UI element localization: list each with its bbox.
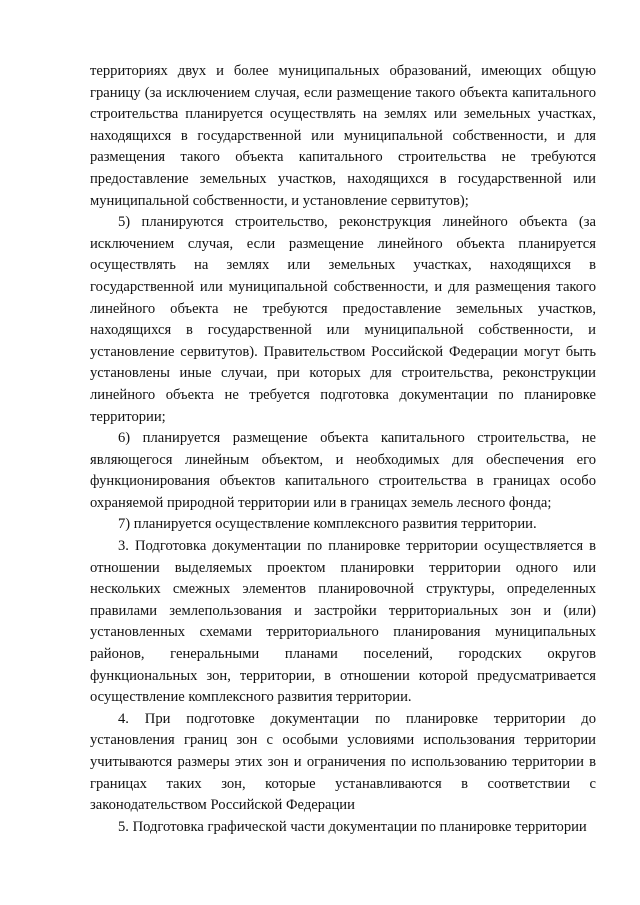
- paragraph-clause-5: 5. Подготовка графической части документации по планировке территории: [118, 818, 587, 835]
- document-body: [90, 61, 596, 838]
- paragraph-continuation: территориях двух и более муниципальных образований, имеющих общую границу (за исключением случая, если размещение такого объекта капитального строительства планируется осуществлять на землях или земельных участках, находящихся в государственной или муниципальной собственности, и для размещения такого объекта капитального строительства не требуются предоставление земельных участков, находящихся в государственной или муниципальной собственности, и установление сервитутов);: [90, 63, 596, 209]
- paragraph-clause-3: 3. Подготовка документации по планировке территории осуществляется в отношении выделяемых проектом планировки территории одного или нескольких смежных элементов планировочной структуры, определенных правилами землепользования и застройки территориальных зон и (или) установленных схемами территориального планирования муниципальных районов, генеральными планами поселений, городских округов функциональных зон, территории, в отношении которой предусматривается осуществление комплексного развития территории.: [90, 538, 596, 706]
- paragraph-item-5: 5) планируются строительство, реконструкция линейного объекта (за исключением случая, если размещение линейного объекта планируется осуществлять на землях или земельных участках, находящихся в государственной или муниципальной собственности, и для размещения такого линейного объекта не требуются предоставление земельных участков, находящихся в государственной или муниципальной собственности, и установление сервитутов). Правительством Российской Федерации могут быть установлены иные случаи, при которых для строительства, реконструкции линейного объекта не требуется подготовка документации по планировке территории;: [90, 214, 596, 425]
- paragraph-item-6: 6) планируется размещение объекта капитального строительства, не являющегося линейным объектом, и необходимых для обеспечения его функционирования объектов капитального строительства в границах особо охраняемой природной территории или в границах земель лесного фонда;: [90, 430, 596, 511]
- paragraph-clause-4: 4. При подготовке документации по планировке территории до установления границ зон с особыми условиями использования территории учитываются размеры этих зон и ограничения по использованию территории в границах таких зон, которые устанавливаются в соответствии с законодательством Российской Федерации: [90, 710, 596, 814]
- paragraph-item-7: 7) планируется осуществление комплексного развития территории.: [118, 516, 537, 533]
